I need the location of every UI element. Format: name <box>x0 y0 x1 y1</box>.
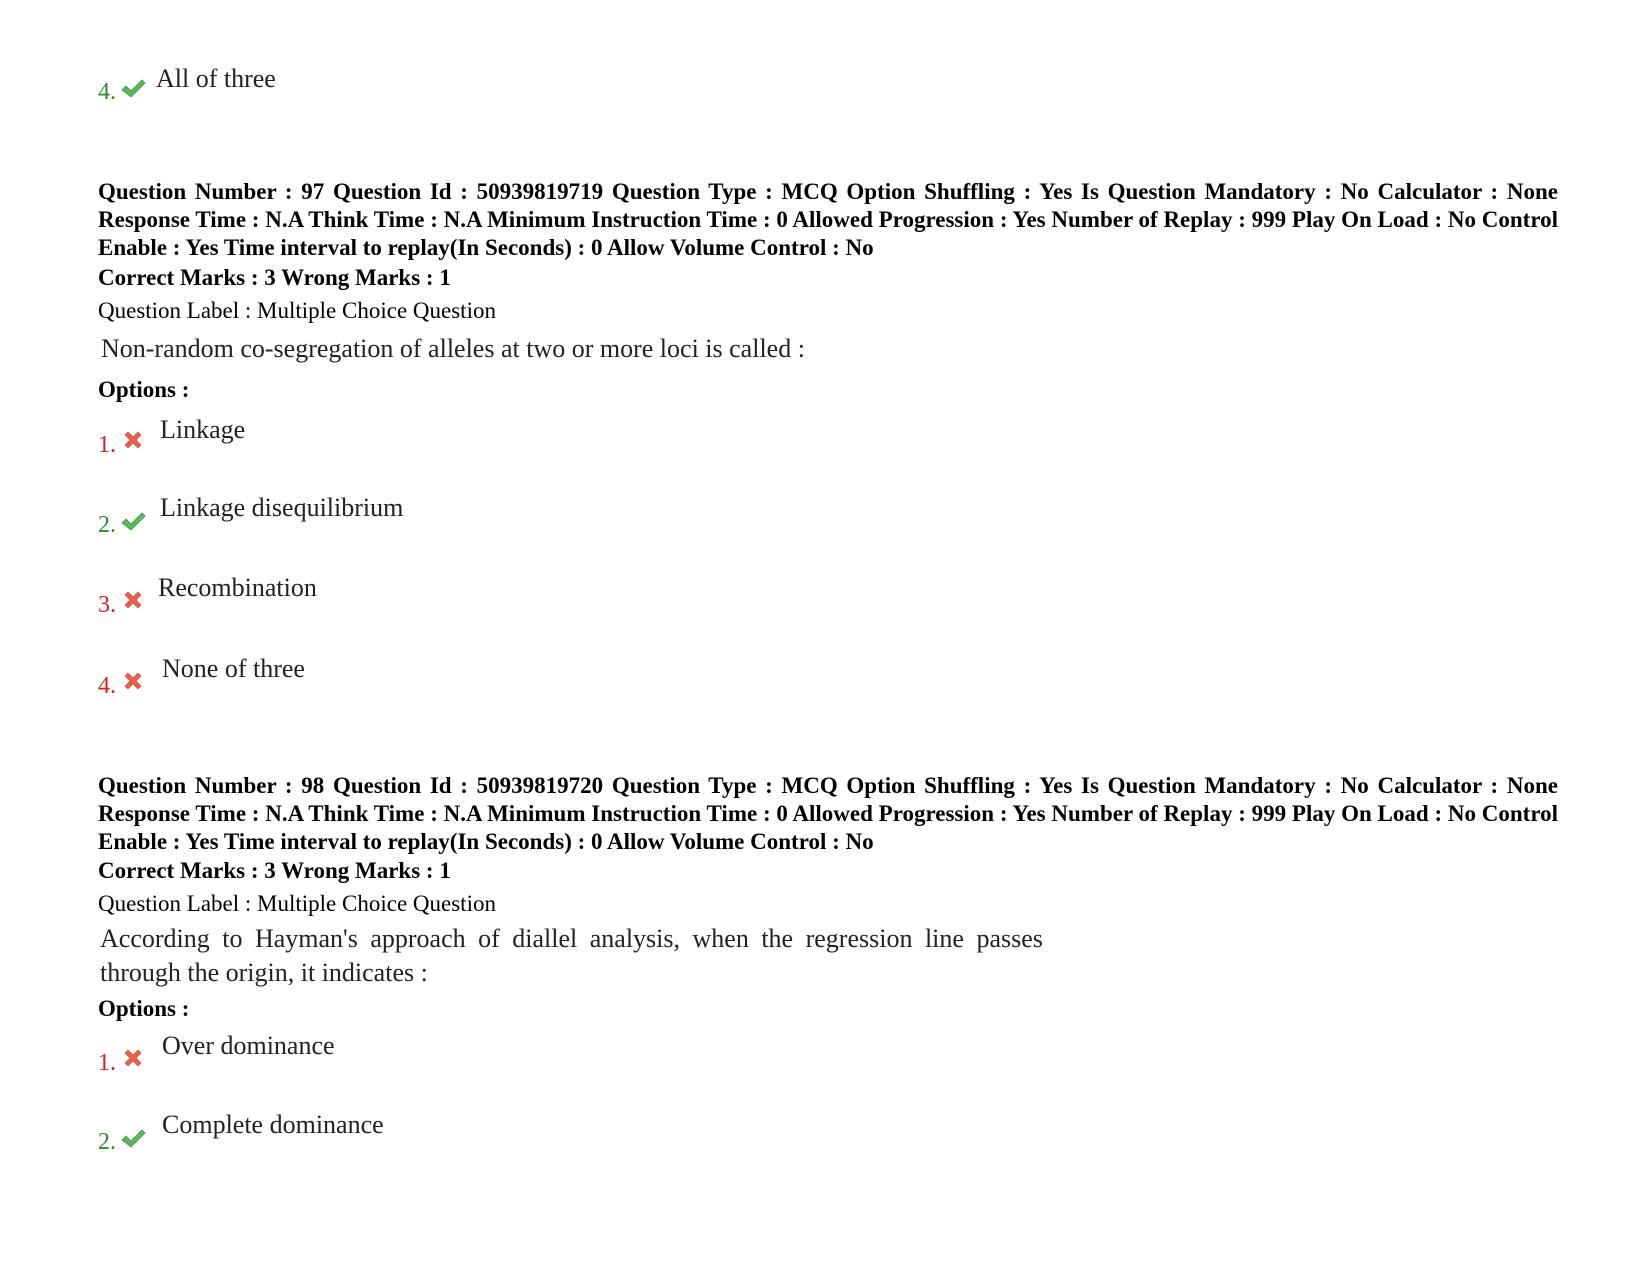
question-marks: Correct Marks : 3 Wrong Marks : 1 <box>98 858 451 883</box>
option-number: 1. <box>98 432 116 458</box>
question-stem <box>100 922 1043 990</box>
check-icon <box>120 76 146 102</box>
question-stem-line: through the origin, it indicates : <box>100 958 428 987</box>
option-text: All of three <box>156 64 276 93</box>
cross-icon <box>120 668 146 694</box>
cross-icon <box>120 1045 146 1071</box>
question-stem <box>101 332 805 366</box>
question-stem-line: According to Hayman's approach of diallel analysis, when the regression line passes <box>100 924 1043 953</box>
question-label: Question Label : Multiple Choice Question <box>98 298 496 323</box>
cross-icon <box>120 587 146 613</box>
check-icon <box>120 509 146 535</box>
options-heading: Options : <box>98 377 190 402</box>
option-text: Linkage disequilibrium <box>160 493 404 522</box>
option-text: Complete dominance <box>162 1110 384 1139</box>
question-stem-line: Non-random co-segregation of alleles at two or more loci is called : <box>101 334 805 363</box>
option-text: Linkage <box>160 415 246 444</box>
question-meta: Question Number : 98 Question Id : 50939819720 Question Type : MCQ Option Shuffling : Yes Is Question Mandatory : No Calculator : None Response Time : N.A Think Time : N.A Minimum Instruction Time : 0 Allowed Progression : Yes Number of Replay : 999 Play On Load : No Control Enable : Yes Time interval to replay(In Seconds) : 0 Allow Volume Control : No <box>98 773 1558 854</box>
option-number: 2. <box>98 512 116 538</box>
question-label: Question Label : Multiple Choice Question <box>98 891 496 916</box>
option-number: 4. <box>98 673 116 699</box>
option-number: 2. <box>98 1129 116 1155</box>
cross-icon <box>120 427 146 453</box>
option-text: Recombination <box>158 573 317 602</box>
option-text: None of three <box>162 654 305 683</box>
option-number: 3. <box>98 592 116 618</box>
check-icon <box>120 1126 146 1152</box>
question-meta: Question Number : 97 Question Id : 50939819719 Question Type : MCQ Option Shuffling : Yes Is Question Mandatory : No Calculator : None Response Time : N.A Think Time : N.A Minimum Instruction Time : 0 Allowed Progression : Yes Number of Replay : 999 Play On Load : No Control Enable : Yes Time interval to replay(In Seconds) : 0 Allow Volume Control : No <box>98 179 1558 260</box>
option-number: 4. <box>98 79 116 105</box>
options-heading: Options : <box>98 996 190 1021</box>
option-number: 1. <box>98 1050 116 1076</box>
question-marks: Correct Marks : 3 Wrong Marks : 1 <box>98 265 451 290</box>
option-text: Over dominance <box>162 1031 335 1060</box>
